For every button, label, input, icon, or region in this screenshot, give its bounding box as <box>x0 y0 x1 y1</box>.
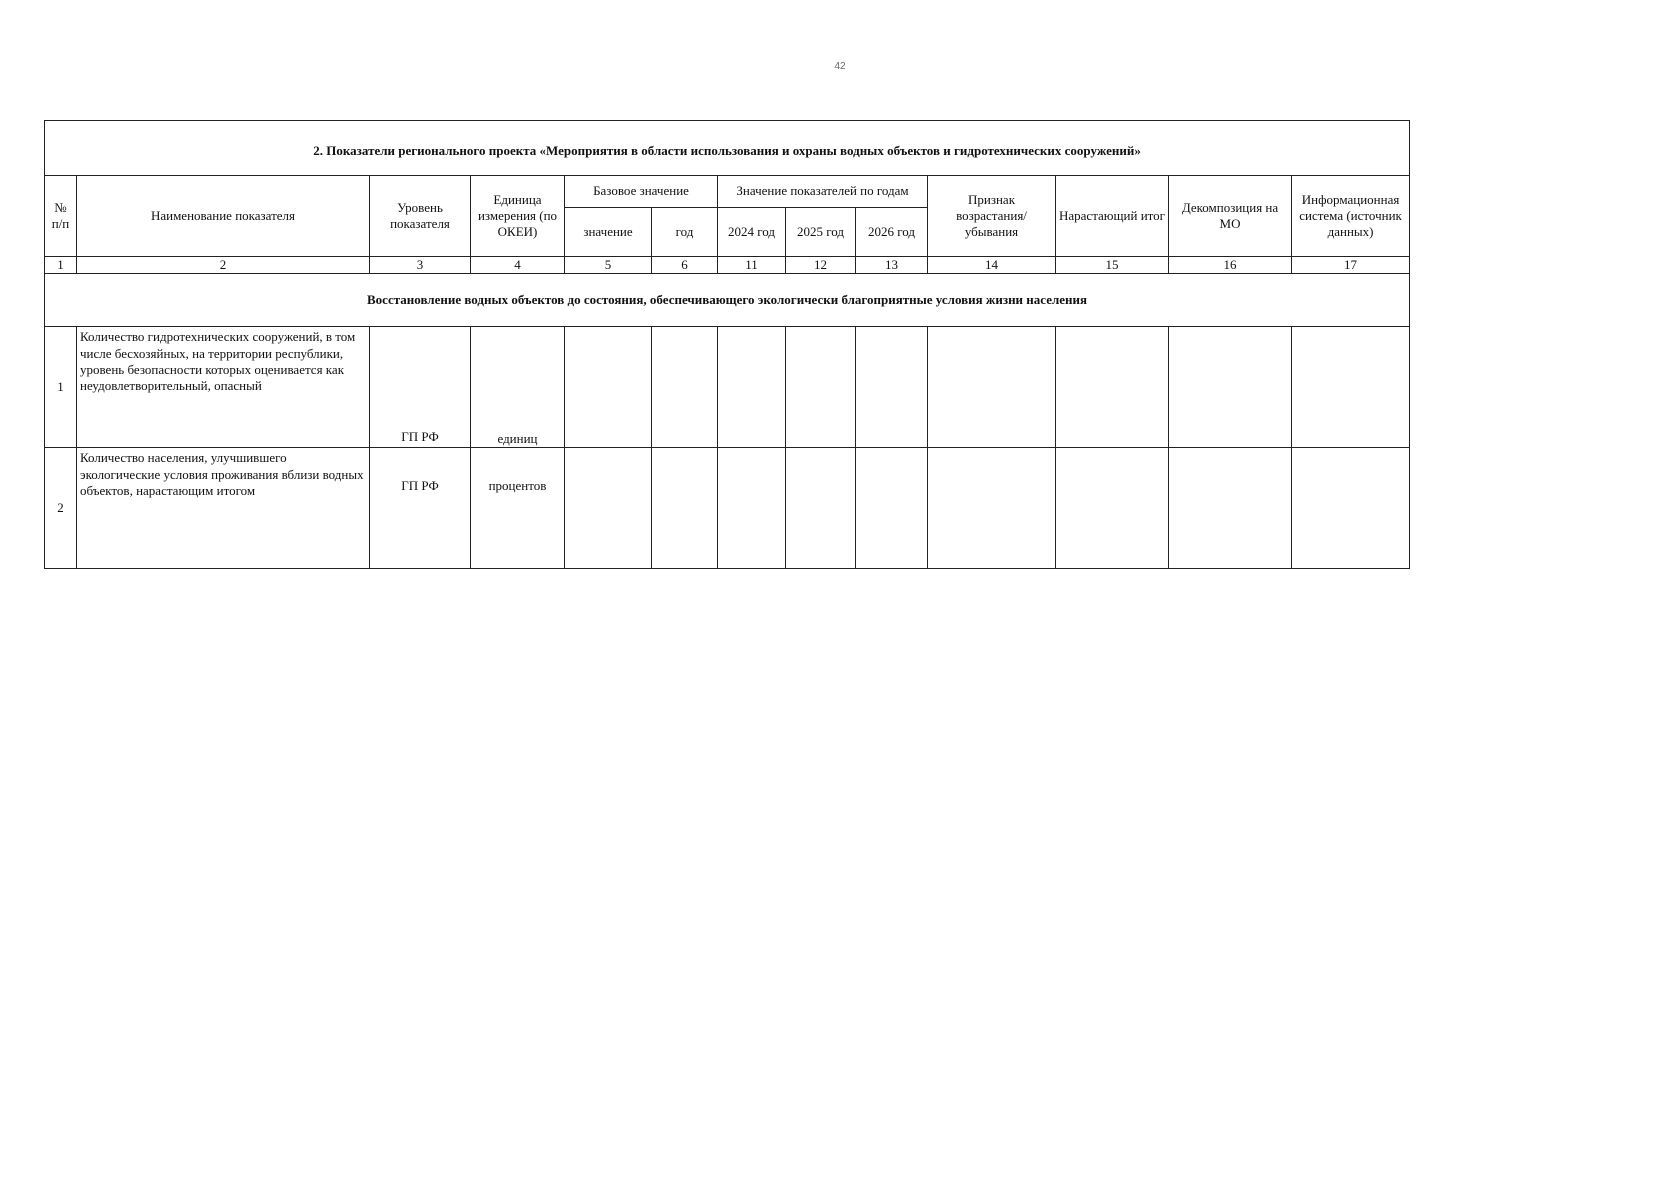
header-info-system: Информационная система (источник данных) <box>1292 176 1410 257</box>
section-title: Восстановление водных объектов до состояния, обеспечивающего экологически благоприятные условия жизни населения <box>45 274 1410 327</box>
row-trend <box>928 327 1056 448</box>
row-name: Количество гидротехнических сооружений, в том числе бесхозяйных, на территории республики, уровень безопасности которых оценивается как неудовлетворительный, опасный <box>77 327 370 448</box>
column-number: 14 <box>928 257 1056 274</box>
table-row <box>45 448 1410 569</box>
header-num: № п/п <box>45 176 77 257</box>
row-value-2024 <box>718 448 786 569</box>
indicators-table-wrapper <box>44 120 1409 569</box>
row-num: 1 <box>45 327 77 448</box>
row-value-2026 <box>856 327 928 448</box>
row-info-system <box>1292 448 1410 569</box>
header-level: Уровень показателя <box>370 176 471 257</box>
header-name: Наименование показателя <box>77 176 370 257</box>
row-unit: единиц <box>471 327 565 448</box>
header-decomposition: Декомпозиция на МО <box>1169 176 1292 257</box>
row-cumulative <box>1056 448 1169 569</box>
row-value-2025 <box>786 327 856 448</box>
row-base-value <box>565 327 652 448</box>
column-number: 16 <box>1169 257 1292 274</box>
column-number: 1 <box>45 257 77 274</box>
column-number: 15 <box>1056 257 1169 274</box>
header-years-group: Значение показателей по годам <box>718 176 928 208</box>
row-decomposition <box>1169 448 1292 569</box>
row-value-2026 <box>856 448 928 569</box>
column-number: 5 <box>565 257 652 274</box>
header-unit: Единица измерения (по ОКЕИ) <box>471 176 565 257</box>
header-cumulative: Нарастающий итог <box>1056 176 1169 257</box>
row-value-2025 <box>786 448 856 569</box>
row-base-year <box>652 327 718 448</box>
column-number: 11 <box>718 257 786 274</box>
header-base-value: значение <box>565 208 652 257</box>
column-number: 12 <box>786 257 856 274</box>
row-base-year <box>652 448 718 569</box>
row-name: Количество населения, улучшившего экологические условия проживания вблизи водных объектов, нарастающим итогом <box>77 448 370 569</box>
page-number: 42 <box>834 61 846 72</box>
header-year-2026: 2026 год <box>856 208 928 257</box>
row-value-2024 <box>718 327 786 448</box>
indicators-table <box>44 120 1410 569</box>
row-trend <box>928 448 1056 569</box>
column-number: 13 <box>856 257 928 274</box>
table-row <box>45 327 1410 448</box>
row-num: 2 <box>45 448 77 569</box>
row-unit: процентов <box>471 448 565 569</box>
header-base-group: Базовое значение <box>565 176 718 208</box>
column-number: 3 <box>370 257 471 274</box>
header-trend: Признак возрастания/ убывания <box>928 176 1056 257</box>
column-number-row <box>45 257 1410 274</box>
row-level: ГП РФ <box>370 327 471 448</box>
row-cumulative <box>1056 327 1169 448</box>
column-number: 4 <box>471 257 565 274</box>
row-level: ГП РФ <box>370 448 471 569</box>
column-number: 17 <box>1292 257 1410 274</box>
row-decomposition <box>1169 327 1292 448</box>
row-base-value <box>565 448 652 569</box>
column-number: 6 <box>652 257 718 274</box>
table-title: 2. Показатели регионального проекта «Мероприятия в области использования и охраны водных объектов и гидротехнических сооружений» <box>45 121 1410 176</box>
header-year-2025: 2025 год <box>786 208 856 257</box>
column-number: 2 <box>77 257 370 274</box>
row-info-system <box>1292 327 1410 448</box>
header-base-year: год <box>652 208 718 257</box>
header-year-2024: 2024 год <box>718 208 786 257</box>
